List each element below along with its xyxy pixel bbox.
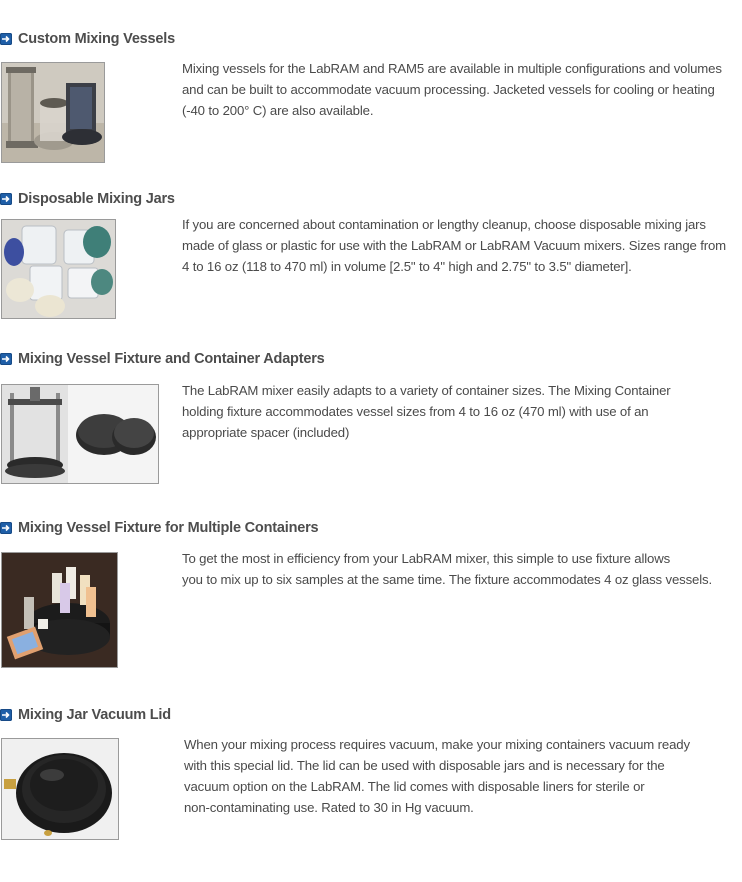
section-heading-fixture-adapters[interactable] (0, 351, 325, 367)
section-title: Disposable Mixing Jars (18, 191, 175, 207)
description-line: If you are concerned about contamination or lengthy cleanup, choose disposable mixing jars (182, 217, 706, 232)
arrow-right-icon (0, 353, 12, 365)
vacuum-lid-image (1, 738, 119, 840)
section-heading-custom-mixing-vessels[interactable] (0, 31, 175, 47)
description-line: made of glass or plastic for use with the LabRAM or LabRAM Vacuum mixers. Sizes range from (182, 238, 727, 253)
section-heading-vacuum-lid[interactable] (0, 707, 171, 723)
section-description (182, 214, 726, 277)
arrow-right-icon (0, 522, 12, 534)
section-heading-disposable-mixing-jars[interactable] (0, 191, 175, 207)
description-line: with this special lid. The lid can be used with disposable jars and is necessary for the (184, 758, 665, 773)
description-line: holding fixture accommodates vessel sizes from 4 to 16 oz (470 ml) with use of an (182, 404, 649, 419)
arrow-right-icon (0, 709, 12, 721)
section-title: Custom Mixing Vessels (18, 31, 175, 47)
description-line: Mixing vessels for the LabRAM and RAM5 are available in multiple configurations and volumes (182, 61, 722, 76)
fixture-adapters-image (1, 384, 159, 484)
section-description (182, 58, 722, 121)
multiple-containers-image (1, 552, 118, 668)
section-description (182, 380, 671, 443)
arrow-right-icon (0, 33, 12, 45)
description-line: you to mix up to six samples at the same time. The fixture accommodates 4 oz glass vessels. (182, 572, 712, 587)
section-description (184, 734, 690, 818)
description-line: and can be built to accommodate vacuum processing. Jacketed vessels for cooling or heating (182, 82, 715, 97)
description-line: The LabRAM mixer easily adapts to a variety of container sizes. The Mixing Container (182, 383, 671, 398)
description-line: To get the most in efficiency from your LabRAM mixer, this simple to use fixture allows (182, 551, 671, 566)
section-title: Mixing Vessel Fixture for Multiple Containers (18, 520, 319, 536)
section-heading-multiple-containers[interactable] (0, 520, 318, 536)
description-line: When your mixing process requires vacuum, make your mixing containers vacuum ready (184, 737, 690, 752)
section-title: Mixing Vessel Fixture and Container Adapters (18, 351, 325, 367)
disposable-mixing-jars-image (1, 219, 116, 319)
description-line: vacuum option on the LabRAM. The lid comes with disposable liners for sterile or (184, 779, 645, 794)
description-line: non-contaminating use. Rated to 30 in Hg vacuum. (184, 800, 474, 815)
description-line: appropriate spacer (included) (182, 425, 350, 440)
arrow-right-icon (0, 193, 12, 205)
description-line: (-40 to 200° C) are also available. (182, 103, 374, 118)
section-description (182, 548, 712, 590)
custom-mixing-vessels-image (1, 62, 105, 163)
section-title: Mixing Jar Vacuum Lid (18, 707, 171, 723)
description-line: 4 to 16 oz (118 to 470 ml) in volume [2.5" to 4" high and 2.75" to 3.5" diameter]. (182, 259, 632, 274)
